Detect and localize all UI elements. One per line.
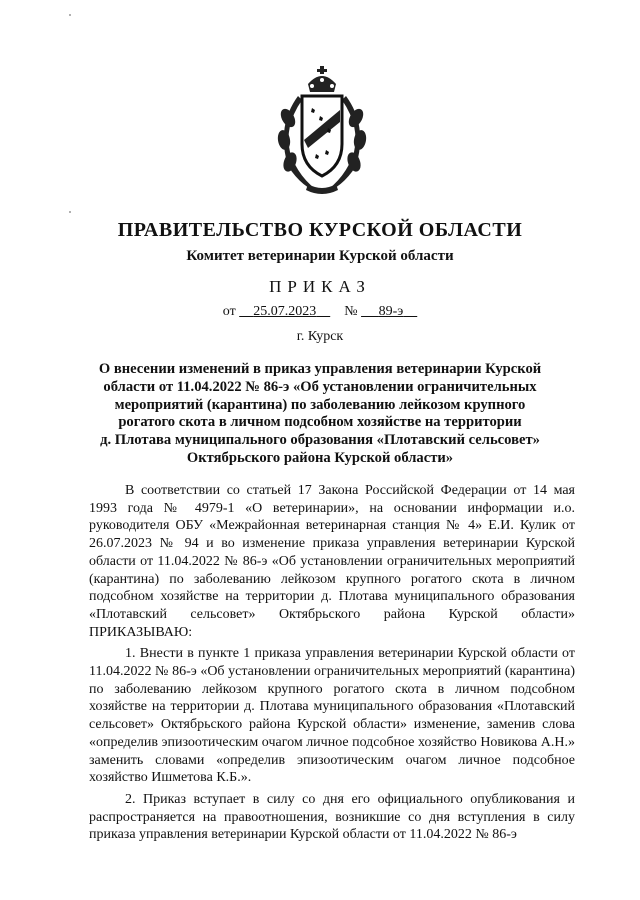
city: г. Курск: [296, 329, 344, 344]
scan-dot: [69, 211, 71, 213]
preamble-paragraph: В соответствии со статьей 17 Закона Российской Федерации от 14 мая 1993 года № 4979-1 «О ветеринарии», на основании информации и.о. руководителя ОБУ «Межрайонная ветеринарная станция № 4» Е.И. Кулик от 26.07.2023 № 94 и во изменение приказа управления ветеринарии Курской области от 11.04.2022 № 86-э «Об установлении ограничительных мероприятий (карантина) по заболеванию лейкозом крупного рогатого скота в личном подсобном хозяйстве на территории д. Плотава муниципального образования «Плотавский сельсовет» Октябрьского района Курской области» ПРИКАЗЫВАЮ:: [89, 483, 575, 640]
item-1-paragraph: 1. Внести в пункте 1 приказа управления ветеринарии Курской области от 11.04.2022 № 86-э «Об установлении ограничительных мероприятий (карантина) по заболеванию лейкозом крупного рогатого скота в личном подсобном хозяйстве на территории д. Плотава муниципального образования «Плотавский сельсовет» Октябрьского района Курской области» изменение, заменив слова «определив эпизоотическим очагом личное подсобное хозяйство Новикова А.Н.» заменить словами «определив эпизоотическим очагом личное подсобное хозяйство Ишметова К.Б.».: [89, 646, 575, 786]
order-number: 89-э: [378, 304, 404, 319]
committee-name: Комитет ветеринарии Курской области: [186, 248, 454, 264]
scan-dot: [69, 14, 71, 16]
title-line: рогатого скота в личном подсобном хозяйстве на территории: [118, 414, 522, 431]
document-type: ПРИКАЗ: [269, 277, 371, 296]
title-line: области от 11.04.2022 № 86-э «Об установлении ограничительных: [103, 378, 537, 395]
item-2-paragraph: 2. Приказ вступает в силу со дня его официального опубликования и распространяется на правоотношения, возникшие со дня вступления в силу приказа управления ветеринарии Курской области от 11.04.2022 № 86-э: [89, 791, 575, 843]
title-line: д. Плотава муниципального образования «Плотавский сельсовет»: [100, 432, 540, 449]
title-line: Октябрьского района Курской области»: [186, 449, 454, 466]
government-heading: ПРАВИТЕЛЬСТВО КУРСКОЙ ОБЛАСТИ: [117, 219, 523, 241]
order-title: [0, 361, 640, 468]
date-number-line: [0, 304, 640, 320]
title-line: О внесении изменений в приказ управления ветеринарии Курской: [98, 361, 542, 377]
title-line: мероприятий (карантина) по заболеванию лейкозом крупного: [114, 396, 526, 413]
order-date: 25.07.2023: [253, 304, 317, 319]
coat-of-arms-emblem: [268, 66, 376, 196]
number-prefix: №: [344, 304, 358, 319]
date-prefix: от: [222, 304, 236, 319]
order-body: [89, 482, 575, 848]
